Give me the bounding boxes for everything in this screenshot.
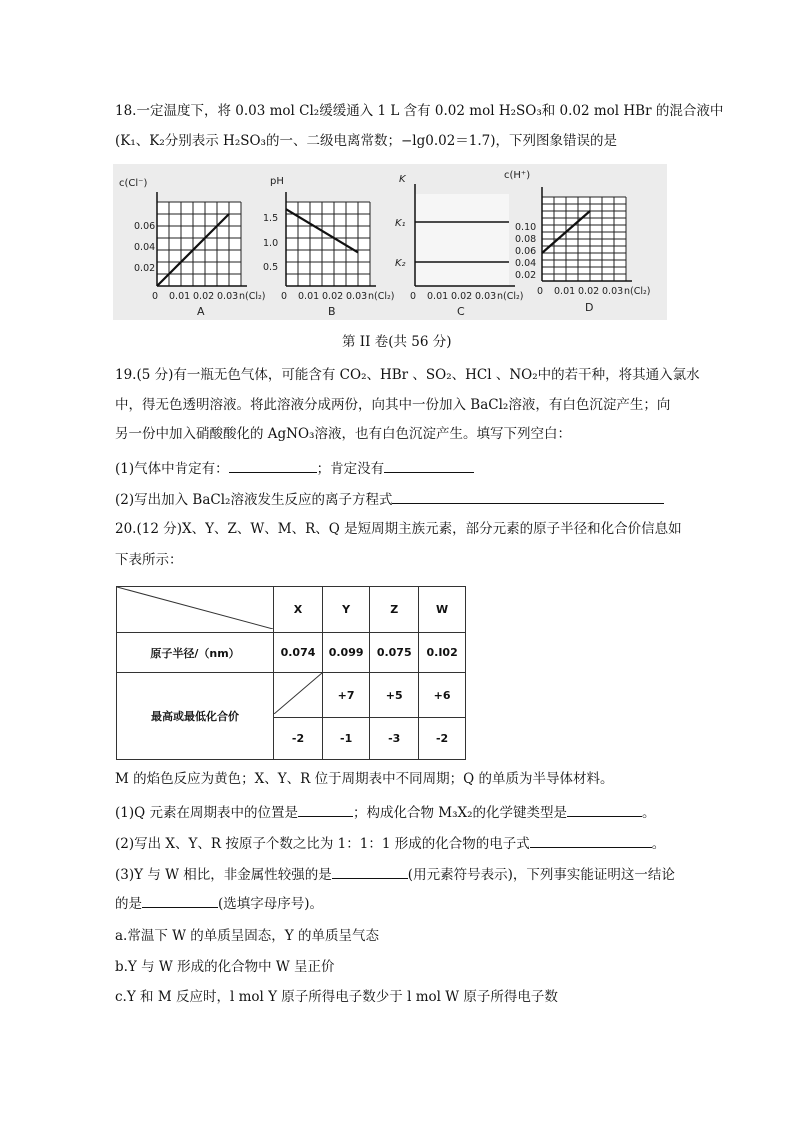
lowest-z: -3: [370, 718, 419, 760]
highest-w: +6: [419, 673, 466, 718]
panel-a-tick-x-3: 0.03: [217, 291, 239, 302]
valence-label: 最高或最低化合价: [117, 673, 274, 760]
section-title: 第 II 卷(共 56 分): [342, 334, 452, 350]
panel-c-tick-y-0: K₁: [395, 218, 406, 229]
panel-d-tick-x-1: 0.01: [554, 286, 576, 297]
panel-c-x-label: n(Cl₂): [497, 291, 524, 302]
q20-answer-blank-1[interactable]: [298, 802, 353, 817]
panel-d-tick-x-2: 0.02: [578, 286, 600, 297]
panel-c-letter: C: [457, 305, 465, 318]
q20-sub-3: [115, 864, 675, 885]
q20-option-b: b.Y 与 W 形成的化合物中 W 呈正价: [115, 959, 335, 975]
q19-sub-2: [115, 489, 664, 510]
graphs-svg: [113, 164, 667, 320]
header-w: W: [419, 587, 466, 633]
panel-a-tick-x-2: 0.02: [193, 291, 215, 302]
panel-c-plot-area: [415, 194, 509, 286]
panel-a-tick-x-0: 0: [152, 291, 159, 302]
panel-b-x-label: n(Cl₂): [368, 291, 395, 302]
panel-d-tick-x-0: 0: [537, 286, 544, 297]
panel-a-tick-x-1: 0.01: [169, 291, 191, 302]
q19-line-2: 中，得无色透明溶液。将此溶液分成两份，向其中一份加入 BaCl₂溶液，有白色沉淀产生；向: [115, 397, 671, 413]
panel-d-tick-y-3: 0.04: [515, 258, 537, 269]
q20-sub3-text-c: 的是: [115, 896, 142, 912]
q19-answer-blank-3[interactable]: [392, 489, 664, 504]
panel-c-tick-x-3: 0.03: [475, 291, 497, 302]
highest-y: +7: [323, 673, 370, 718]
q20-option-a: a.常温下 W 的单质呈固态，Y 的单质呈气态: [115, 928, 380, 944]
panel-b-plot-area: [286, 202, 370, 286]
q18-line-1: 18.一定温度下，将 0.03 mol Cl₂缓缓通入 1 L 含有 0.02 mol H₂SO₃和 0.02 mol HBr 的混合液中: [115, 103, 724, 119]
header-x: X: [274, 587, 323, 633]
q20-line-1: 20.(12 分)X、Y、Z、W、M、R、Q 是短周期主族元素，部分元素的原子半径和化合价信息如: [115, 521, 682, 537]
header-y: Y: [323, 587, 370, 633]
panel-b-tick-x-3: 0.03: [346, 291, 368, 302]
q19-answer-blank-2[interactable]: [384, 458, 474, 473]
panel-d-letter: D: [585, 301, 594, 314]
panel-b-tick-y-1: 1.0: [263, 238, 279, 249]
lowest-x: -2: [274, 718, 323, 760]
q19-sub-1: [115, 458, 474, 479]
panel-d-tick-y-1: 0.08: [515, 234, 537, 245]
panel-a-tick-y-2: 0.02: [134, 263, 156, 274]
q20-sub2-text-b: 。: [651, 836, 666, 852]
panel-d-tick-y-2: 0.06: [515, 246, 537, 257]
panel-c-tick-x-2: 0.02: [451, 291, 473, 302]
q19-answer-blank-1[interactable]: [229, 458, 317, 473]
header-diagonal: [117, 587, 273, 629]
panel-c-tick-x-1: 0.01: [427, 291, 449, 302]
empty-cell-diagonal: [274, 673, 322, 714]
panel-a-y-label: c(Cl⁻): [119, 178, 148, 189]
q19-line-3: 另一份中加入硝酸酸化的 AgNO₃溶液，也有白色沉淀产生。填写下列空白：: [115, 426, 571, 442]
panel-a-x-label: n(Cl₂): [239, 291, 266, 302]
q20-sub2-text-a: (2)写出 X、Y、R 按原子个数之比为 1：1：1 形成的化合物的电子式: [115, 836, 530, 852]
panel-d-tick-y-4: 0.02: [515, 270, 537, 281]
radius-label: 原子半径/（nm）: [117, 633, 274, 673]
q18-line-2: (K₁、K₂分别表示 H₂SO₃的一、二级电离常数；−lg0.02＝1.7)，下列图象错误的是: [115, 133, 618, 149]
radius-w: 0.I02: [419, 633, 466, 673]
panel-b-letter: B: [328, 305, 336, 318]
q19-line-1: 19.(5 分)有一瓶无色气体，可能含有 CO₂、HBr 、SO₂、HCl 、NO₂中的若干种，将其通入氯水: [115, 367, 700, 383]
panel-c-tick-x-0: 0: [410, 291, 417, 302]
q20-sub-3-cont: [115, 893, 323, 914]
q20-sub1-text-a: (1)Q 元素在周期表中的位置是: [115, 805, 298, 821]
q20-sub1-text-b: ；构成化合物 M₃X₂的化学键类型是: [352, 805, 568, 821]
q20-answer-blank-2[interactable]: [567, 802, 642, 817]
panel-a-tick-y-0: 0.06: [134, 221, 156, 232]
q20-sub-1: [115, 802, 656, 823]
q19-sub1-text-b: ；肯定没有: [316, 461, 385, 477]
panel-d-tick-y-0: 0.10: [515, 222, 537, 233]
graphs-figure: [113, 164, 667, 320]
q20-answer-blank-4[interactable]: [332, 864, 408, 879]
q20-line-2: 下表所示：: [115, 552, 183, 568]
highest-z: +5: [370, 673, 419, 718]
element-properties-table: [116, 586, 466, 760]
panel-a-tick-y-1: 0.04: [134, 242, 156, 253]
panel-d-tick-x-3: 0.03: [602, 286, 624, 297]
panel-b-tick-x-1: 0.01: [298, 291, 320, 302]
panel-b-tick-y-2: 0.5: [263, 262, 279, 273]
q20-sub3-text-d: (选填字母序号)。: [218, 896, 324, 912]
q20-answer-blank-3[interactable]: [530, 833, 652, 848]
panel-b-tick-x-2: 0.02: [322, 291, 344, 302]
q20-sub3-text-b: (用元素符号表示)，下列事实能证明这一结论: [407, 867, 675, 883]
panel-b-tick-y-0: 1.5: [263, 213, 279, 224]
radius-z: 0.075: [370, 633, 419, 673]
q19-sub2-text: (2)写出加入 BaCl₂溶液发生反应的离子方程式: [115, 492, 393, 508]
q20-sub3-text-a: (3)Y 与 W 相比，非金属性较强的是: [115, 867, 332, 883]
radius-row: [117, 633, 466, 673]
diagonal-header-cell: [117, 587, 274, 633]
q20-option-c: c.Y 和 M 反应时，l mol Y 原子所得电子数少于 l mol W 原子所得电子数: [115, 989, 558, 1005]
panel-d-y-label: c(H⁺): [504, 170, 531, 181]
q20-line-3: M 的焰色反应为黄色；X、Y、R 位于周期表中不同周期；Q 的单质为半导体材料。: [115, 771, 614, 787]
lowest-y: -1: [323, 718, 370, 760]
q20-sub-2: [115, 833, 665, 854]
panel-c-y-label: K: [399, 174, 406, 185]
q20-sub1-text-c: 。: [642, 805, 656, 821]
panel-b-tick-x-0: 0: [281, 291, 288, 302]
highest-x-empty: [274, 673, 323, 718]
panel-c-tick-y-1: K₂: [395, 258, 406, 269]
q19-sub1-text-a: (1)气体中肯定有：: [115, 461, 229, 477]
panel-a-letter: A: [197, 305, 205, 318]
panel-b-y-label: pH: [270, 176, 284, 187]
lowest-w: -2: [419, 718, 466, 760]
table-header-row: [117, 587, 466, 633]
radius-y: 0.099: [323, 633, 370, 673]
header-z: Z: [370, 587, 419, 633]
radius-x: 0.074: [274, 633, 323, 673]
highest-valence-row: [117, 673, 466, 718]
q20-answer-blank-5[interactable]: [142, 893, 218, 908]
panel-d-x-label: n(Cl₂): [624, 286, 651, 297]
